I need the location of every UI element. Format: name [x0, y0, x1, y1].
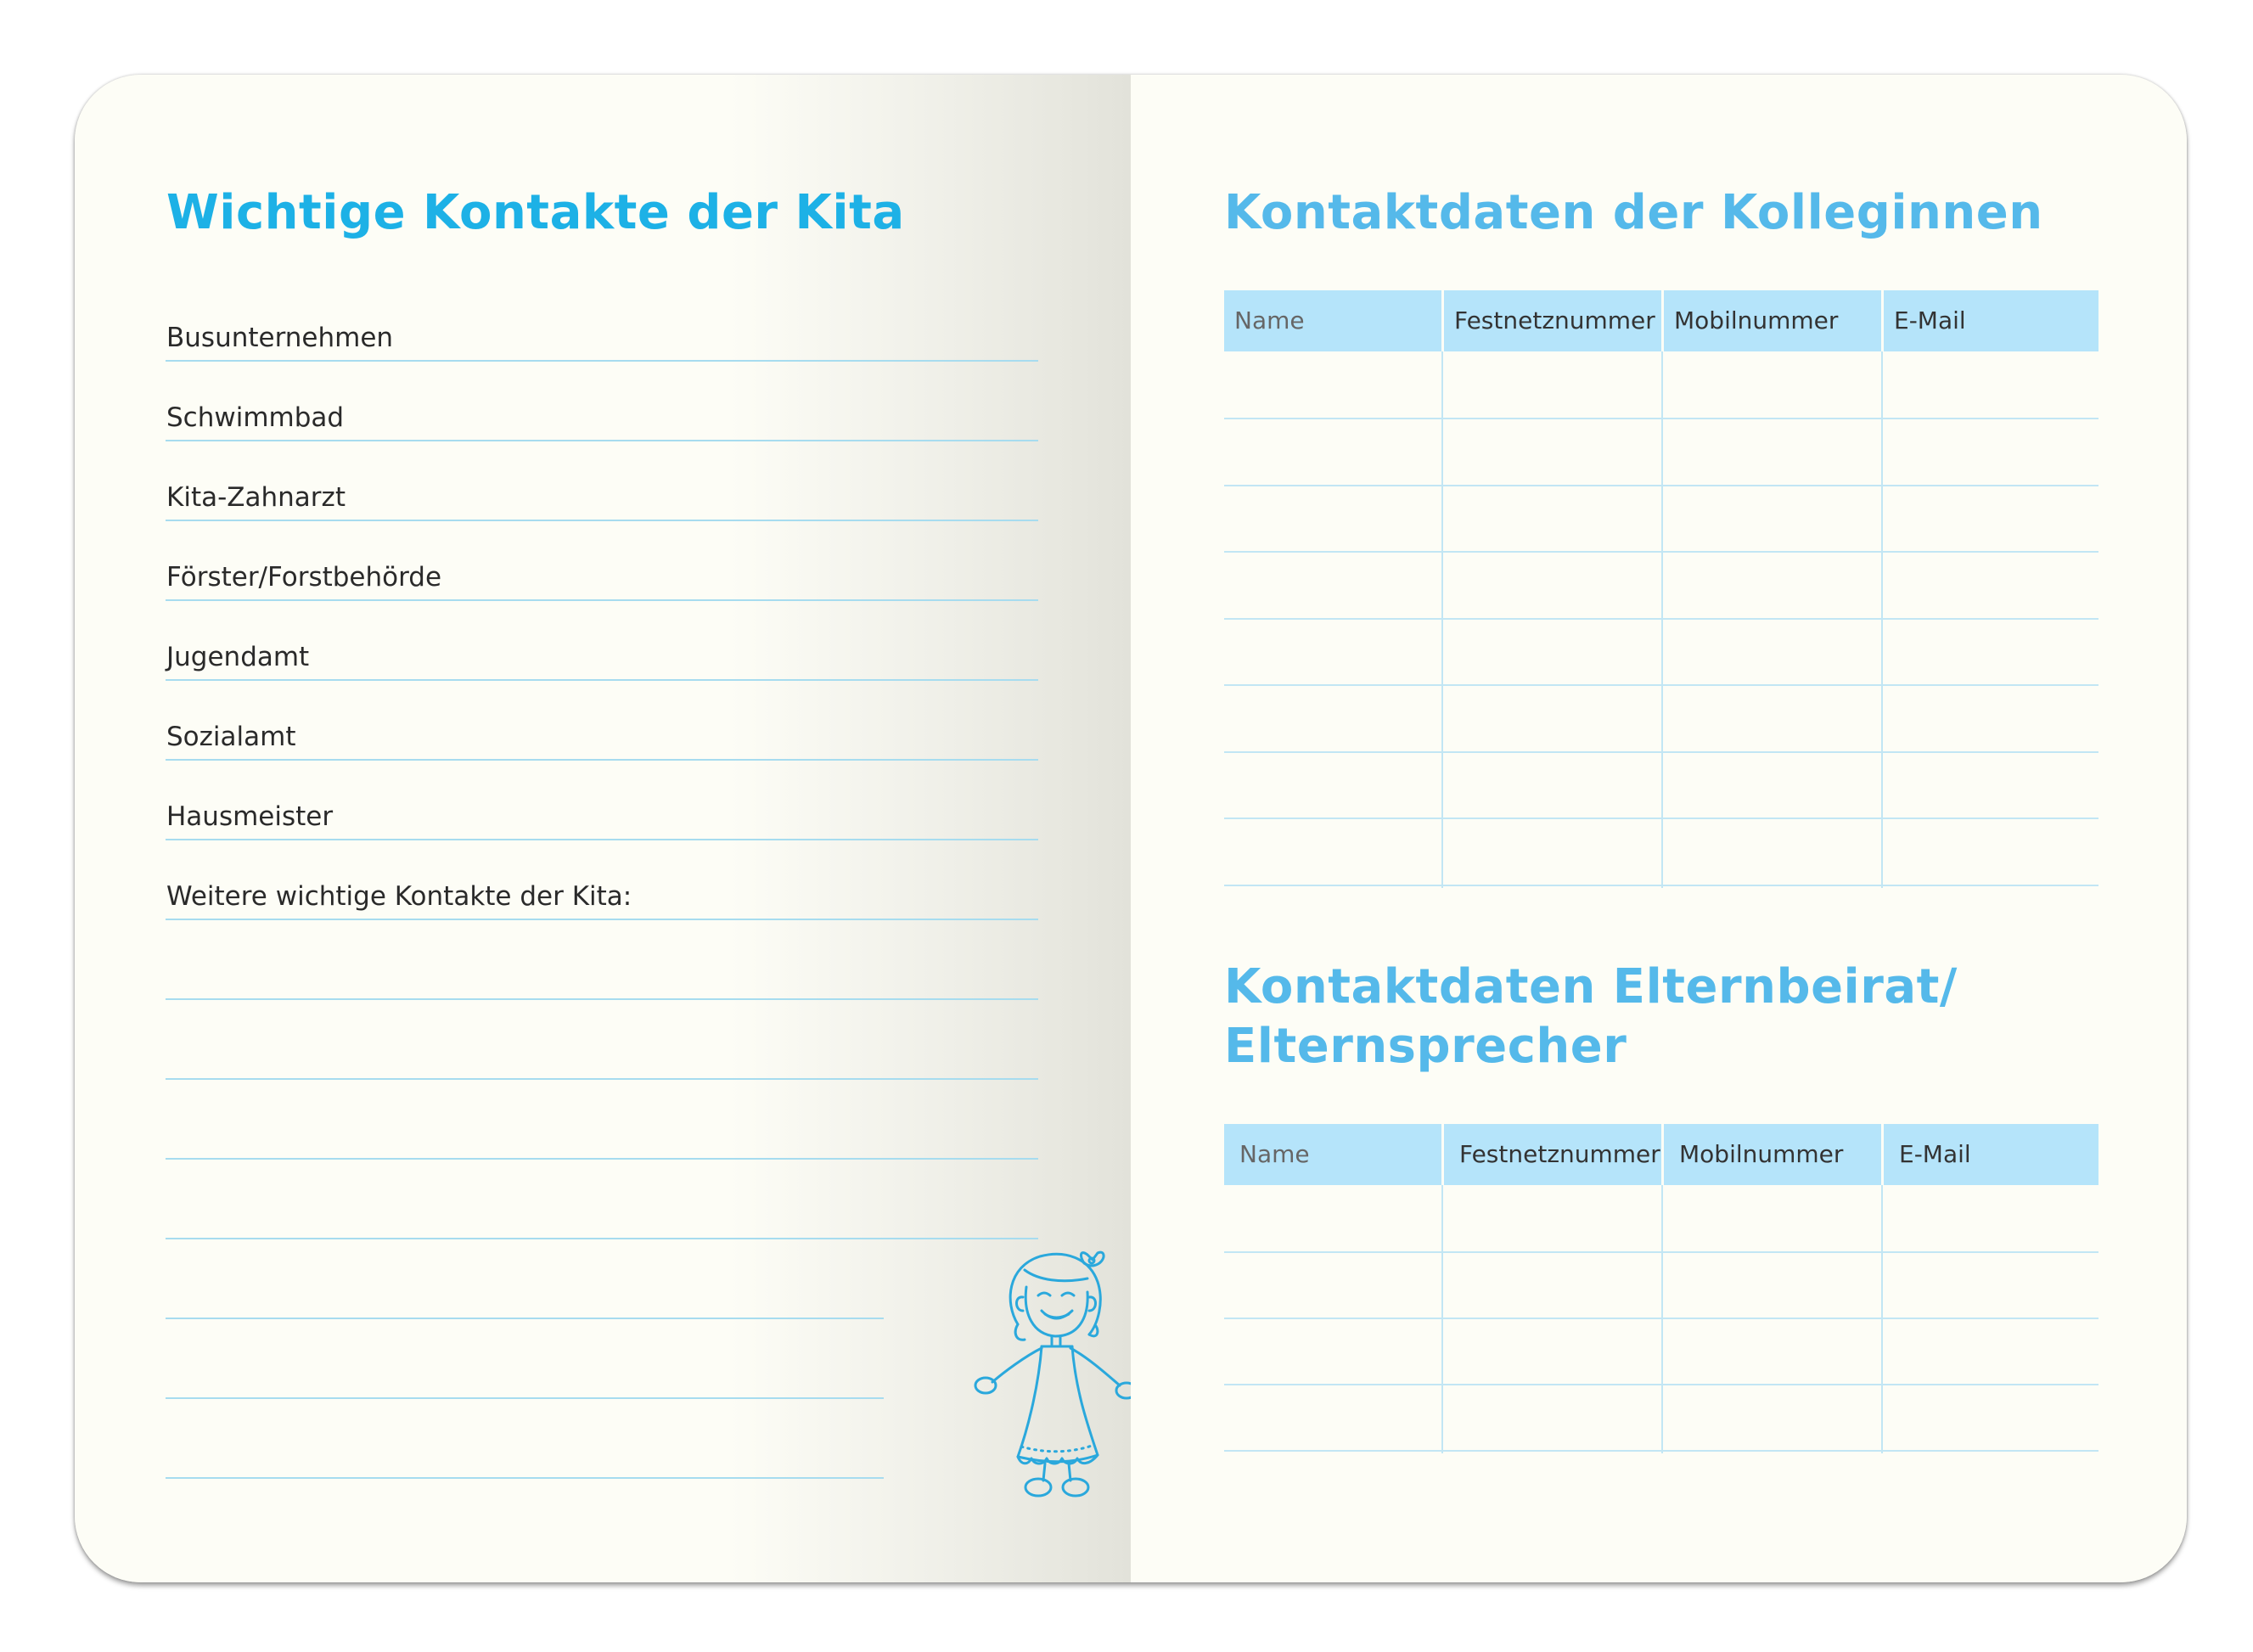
blank-write-line[interactable]: [166, 1078, 1038, 1080]
column-header-festnetz: Festnetznummer: [1444, 290, 1661, 351]
page-title: Wichtige Kontakte der Kita: [166, 185, 905, 240]
blank-write-line[interactable]: [166, 1158, 1038, 1160]
left-page: [75, 75, 1131, 1582]
column-divider: [1441, 351, 1443, 888]
table-row-line[interactable]: [1224, 485, 2098, 486]
blank-write-line[interactable]: [166, 998, 1038, 1000]
table-row-line[interactable]: [1224, 751, 2098, 753]
field-label: Busunternehmen: [166, 323, 394, 353]
contact-field-schwimmbad[interactable]: [166, 362, 1038, 441]
right-page: [1131, 75, 2187, 1582]
blank-write-line[interactable]: [166, 1318, 884, 1319]
kolleginnen-table: [1224, 290, 2098, 890]
field-label: Jugendamt: [166, 642, 310, 672]
column-header-name: Name: [1224, 290, 1441, 351]
field-label: Schwimmbad: [166, 402, 345, 433]
elternbeirat-title: [1224, 958, 1958, 1076]
contact-field-jugendamt[interactable]: [166, 601, 1038, 681]
elternbeirat-title-line1: Kontaktdaten Elternbeirat/: [1224, 959, 1958, 1014]
field-label: Kita-Zahnarzt: [166, 482, 346, 513]
table-row-line[interactable]: [1224, 551, 2098, 553]
elternbeirat-table: [1224, 1124, 2098, 1457]
blank-write-line[interactable]: [166, 1238, 1038, 1239]
contact-field-sozialamt[interactable]: [166, 681, 1038, 761]
column-divider: [1881, 1185, 1883, 1453]
column-header-email: E-Mail: [1884, 1124, 2098, 1185]
table-row-line[interactable]: [1224, 418, 2098, 419]
table-header-row: [1224, 1124, 2098, 1185]
table-row-line[interactable]: [1224, 1450, 2098, 1452]
table-row-line[interactable]: [1224, 684, 2098, 686]
blank-write-line[interactable]: [166, 1477, 884, 1479]
field-label: Weitere wichtige Kontakte der Kita:: [166, 881, 632, 912]
column-divider: [1881, 351, 1883, 888]
notebook-spread: [75, 75, 2187, 1582]
column-header-festnetz: Festnetznummer: [1444, 1124, 1661, 1185]
table-row-line[interactable]: [1224, 618, 2098, 620]
field-label: Sozialamt: [166, 722, 296, 752]
write-line: [166, 919, 1038, 920]
column-divider: [1661, 1185, 1663, 1453]
column-header-mobil: Mobilnummer: [1664, 1124, 1881, 1185]
column-header-mobil: Mobilnummer: [1664, 290, 1881, 351]
table-row-line[interactable]: [1224, 885, 2098, 886]
blank-write-line[interactable]: [166, 1397, 884, 1399]
contact-field-busunternehmen[interactable]: [166, 282, 1038, 362]
kolleginnen-title: Kontaktdaten der Kolleginnen: [1224, 185, 2043, 240]
field-label: Förster/Forstbehörde: [166, 562, 442, 593]
contact-field-hausmeister[interactable]: [166, 761, 1038, 840]
column-divider: [1661, 351, 1663, 888]
contact-field-weitere[interactable]: [166, 840, 1038, 920]
column-header-email: E-Mail: [1884, 290, 2098, 351]
field-label: Hausmeister: [166, 801, 334, 832]
column-header-name: Name: [1224, 1124, 1441, 1185]
table-row-line[interactable]: [1224, 1384, 2098, 1385]
elternbeirat-title-line2: Elternsprecher: [1224, 1019, 1627, 1074]
table-row-line[interactable]: [1224, 1251, 2098, 1253]
table-row-line[interactable]: [1224, 1318, 2098, 1319]
table-header-row: [1224, 290, 2098, 351]
contact-field-foerster[interactable]: [166, 521, 1038, 601]
column-divider: [1441, 1185, 1443, 1453]
table-row-line[interactable]: [1224, 818, 2098, 819]
contact-field-kita-zahnarzt[interactable]: [166, 441, 1038, 521]
